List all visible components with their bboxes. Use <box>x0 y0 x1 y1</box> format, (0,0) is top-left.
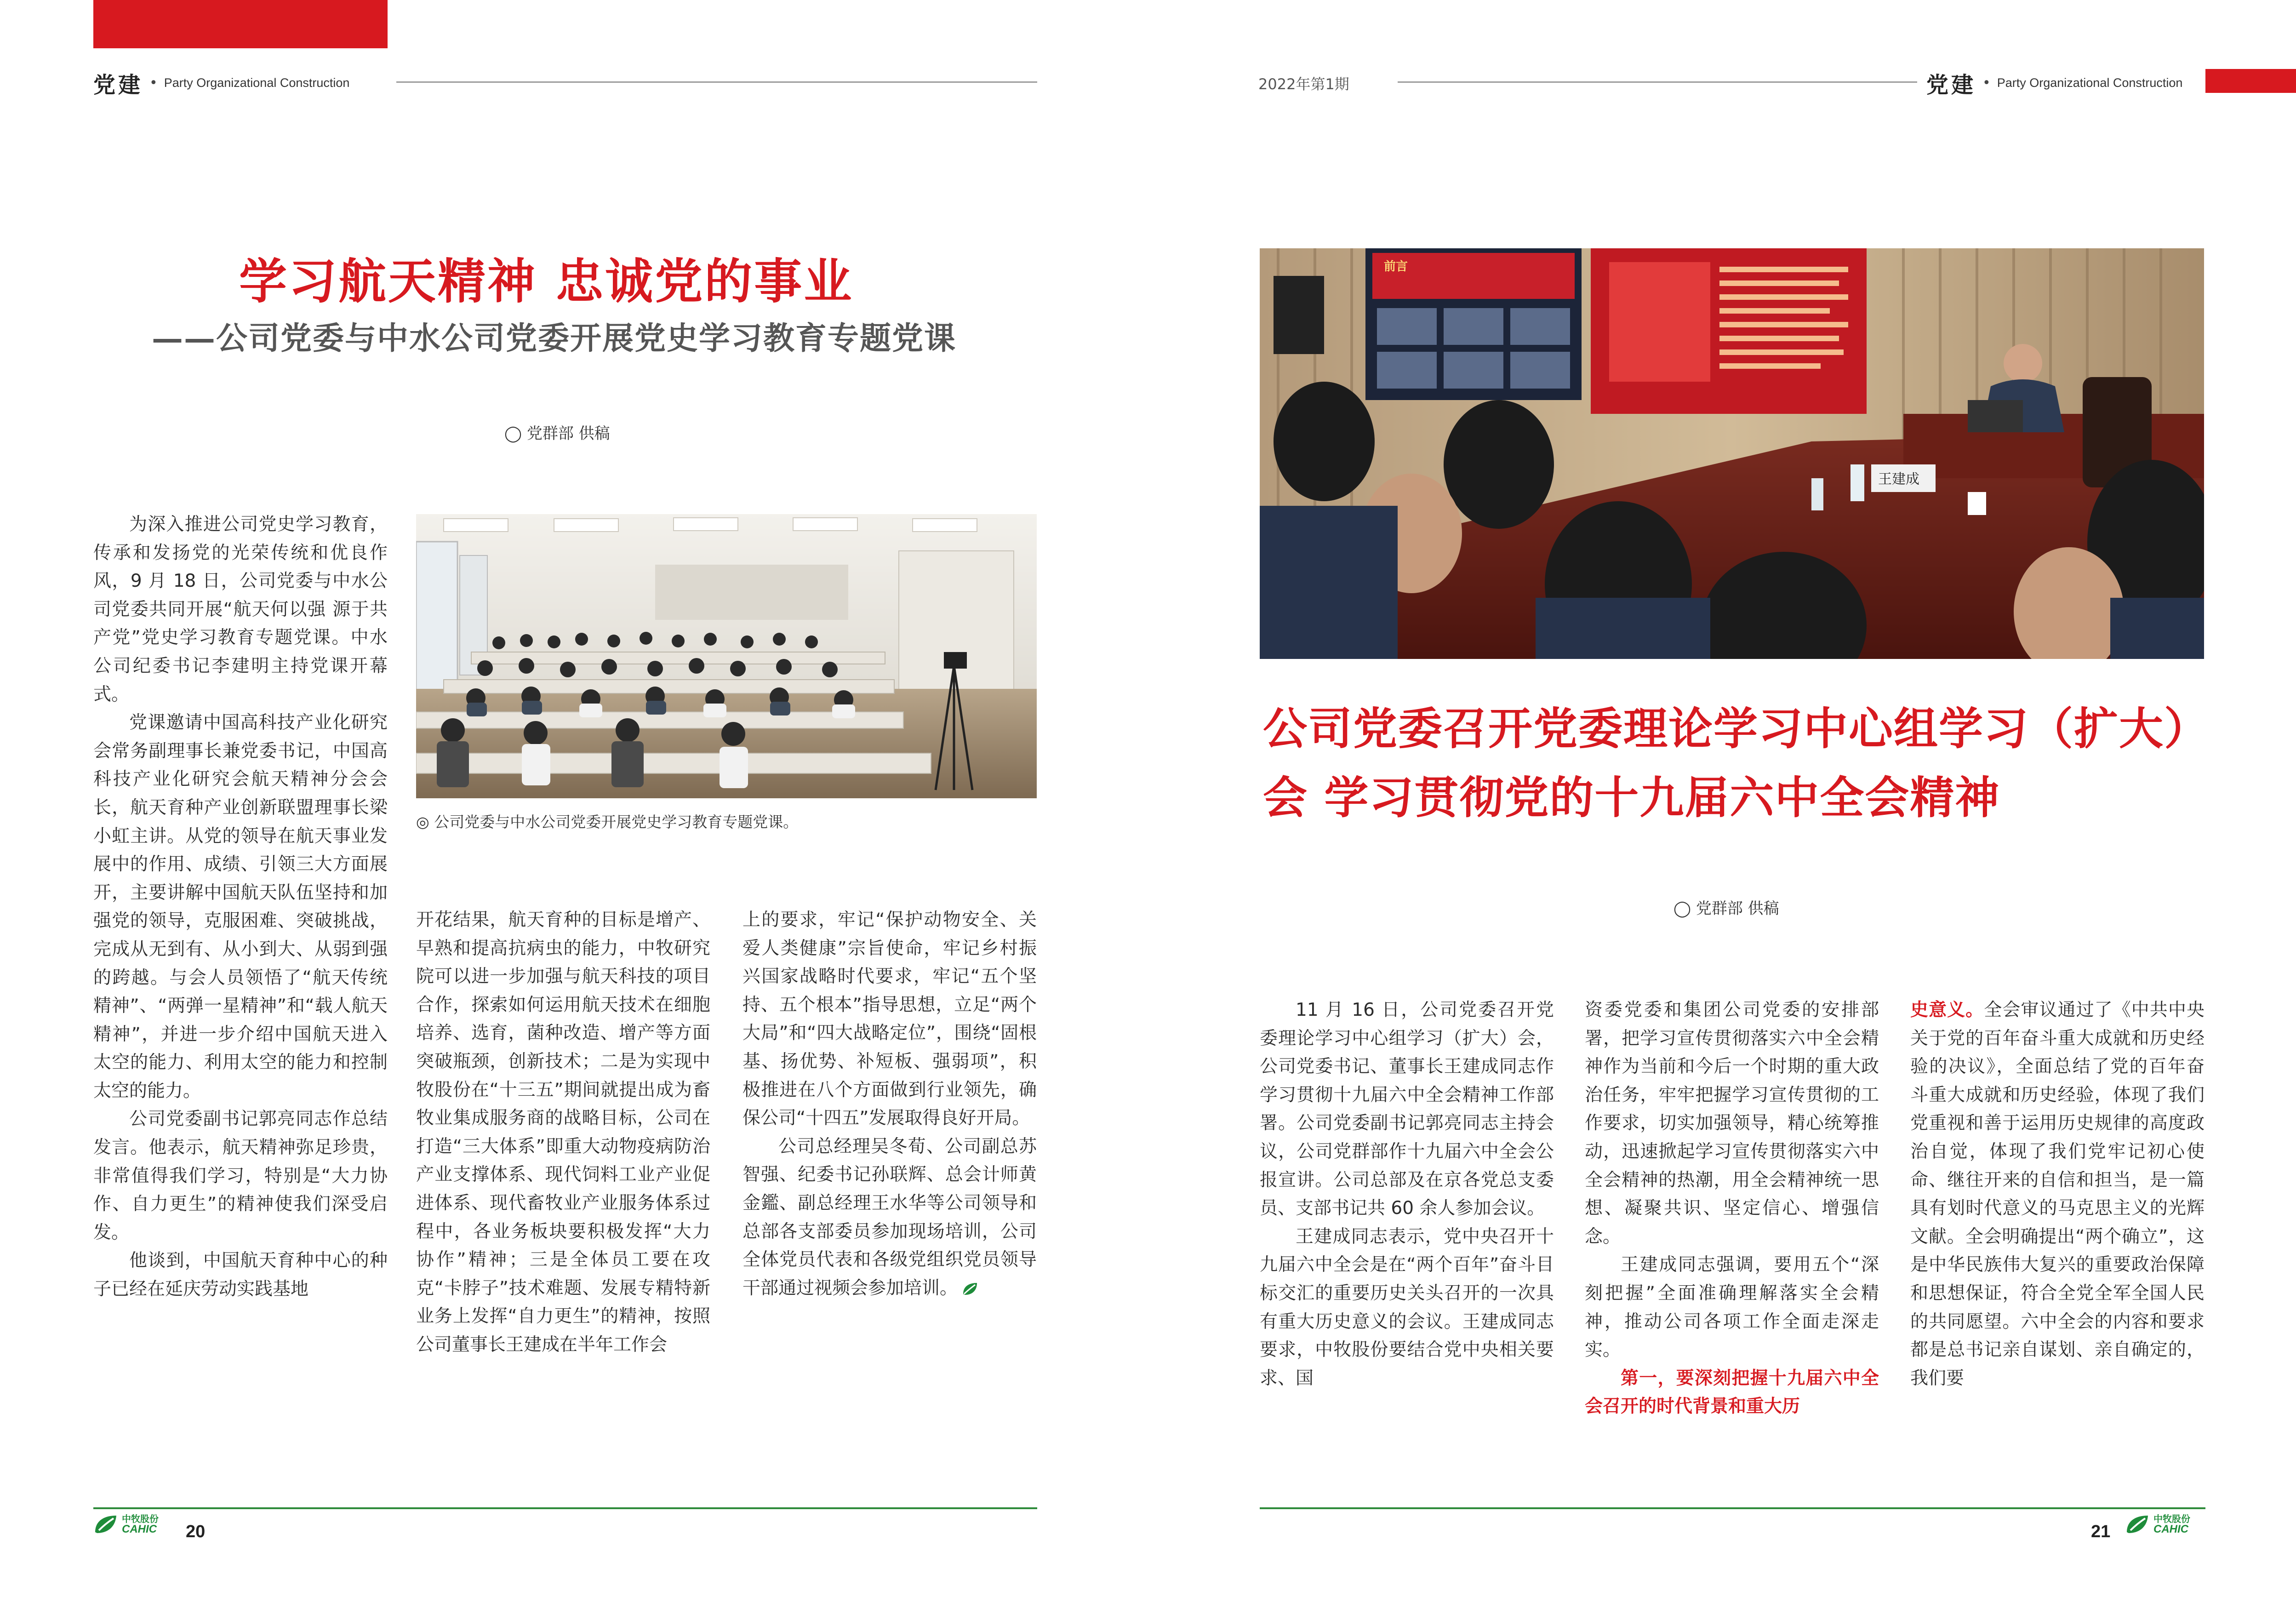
section-dot: • <box>1982 74 1991 91</box>
nameplate-text: 王建成 <box>1878 471 1919 487</box>
cahic-logo-icon <box>2125 1514 2150 1535</box>
article1-byline: ◯ 党群部 供稿 <box>504 424 610 443</box>
article1-column-3 <box>742 906 1037 1302</box>
article2-column-3 <box>1910 996 2205 1392</box>
header-red-block-left <box>93 0 388 48</box>
article2-column-2 <box>1585 996 1879 1421</box>
paragraph: 开花结果，航天育种的目标是增产、早熟和提高抗病虫的能力，中牧研究院可以进一步加强与航天科技的项目合作，探索如何运用航天技术在细胞培养、选育，菌种改造、增产等方面突破瓶颈，创新技术；二是为实现中牧股份在“十三五”期间就提出成为畜牧业集成服务商的战略目标，公司在打造“三大体系”即重大动物疫病防治产业支撑体系、现代饲料工业产业促进体系、现代畜牧业产业服务体系过程中，各业务板块要积极发挥“大力协作”精神；三是全体员工要在攻克“卡脖子”技术难题、发展专精特新业务上发挥“自力更生”的精神，按照公司董事长王建成在半年工作会 <box>416 910 710 1355</box>
cahic-logo-right <box>2125 1514 2190 1535</box>
header-right <box>1926 67 2182 99</box>
paragraph: 党课邀请中国高科技产业化研究会常务副理事长兼党委书记，中国高科技产业化研究会航天精神分会会长，航天育种产业创新联盟理事长梁小虹主讲。从党的领导在航天事业发展中的作用、成绩、引领三大方面展开，主要讲解中国航天队伍坚持和加强党的领导，克服困难、突破挑战，完成从无到有、从小到大、从弱到强的跨越。与会人员领悟了“航天传统精神”、“两弹一星精神”和“载人航天精神”，并进一步介绍中国航天进入太空的能力、利用太空的能力和控制太空的能力。 <box>93 712 388 1101</box>
section-title-en: Party Organizational Construction <box>1997 75 2183 90</box>
lecture-photo <box>416 514 1037 798</box>
paragraph-text: 公司总经理吴冬荀、公司副总苏智强、纪委书记孙联辉、总会计师黄金鑑、副总经理王水华等公司领导和总部各支部委员参加现场培训，公司全体党员代表和各级党组织党员领导干部通过视频会参加培训。 <box>742 1136 1037 1299</box>
footer-rule-left <box>93 1507 1037 1509</box>
paragraph <box>1910 996 2205 1392</box>
page-number-left: 20 <box>186 1522 206 1541</box>
paragraph: 11 月 16 日，公司党委召开党委理论学习中心组学习（扩大）会，公司党委书记、董事长王建成同志作学习贯彻十九届六中全会精神工作部署。公司党委副书记郭亮同志主持会议，公司党群部作十九届六中全会公报宣讲。公司总部及在京各党总支委员、支部书记共 60 余人参加会议。 <box>1260 1000 1554 1219</box>
leaf-end-icon <box>960 1281 980 1297</box>
section-dot: • <box>149 74 158 91</box>
article2-column-1 <box>1260 996 1554 1392</box>
cahic-logo-icon <box>93 1514 118 1535</box>
article1-title: 学习航天精神 忠诚党的事业 <box>239 253 854 309</box>
paragraph: 他谈到，中国航天育种中心的种子已经在延庆劳动实践基地 <box>93 1250 388 1300</box>
article1-column-1 <box>93 510 388 1304</box>
highlight-paragraph: 第一，要深刻把握十九届六中全会召开的时代背景和重大历 <box>1585 1368 1879 1417</box>
paragraph: 资委党委和集团公司党委的安排部署，把学习宣传贯彻落实六中全会精神作为当前和今后一个时期的重大政治任务，牢牢把握学习宣传贯彻的工作要求，切实加强领导，精心统筹推动，迅速掀起学习宣传贯彻落实六中全会精神的热潮，用全会精神统一思想、凝聚共识、坚定信心、增强信念。 <box>1585 1000 1879 1247</box>
paragraph: 公司党委副书记郭亮同志作总结发言。他表示，航天精神弥足珍贵，非常值得我们学习，特别是“大力协作、自力更生”的精神使我们深受启发。 <box>93 1109 388 1243</box>
article1-subtitle: ——公司党委与中水公司党委开展党史学习教育专题党课 <box>152 320 957 357</box>
paragraph: 上的要求，牢记“保护动物安全、关爱人类健康”宗旨使命，牢记乡村振兴国家战略时代要求，牢记“五个坚持、五个根本”指导思想，立足“两个大局”和“四大战略定位”，围绕“固根基、扬优势、补短板、强弱项”，积极推进在八个方面做到行业领先，确保公司“十四五”发展取得良好开局。 <box>742 910 1037 1129</box>
paragraph-text: 全会审议通过了《中共中央关于党的百年奋斗重大成就和历史经验的决议》，全面总结了党的百年奋斗重大成就和历史经验，体现了我们党重视和善于运用历史规律的高度政治自觉，体现了我们党牢记初心使命、继往开来的自信和担当，是一篇具有划时代意义的马克思主义的光辉文献。全会明确提出“两个确立”，这是中华民族伟大复兴的重要政治保障和思想保证，符合全党全军全国人民的共同愿望。六中全会的内容和要求都是总书记亲自谋划、亲自确定的，我们要 <box>1910 1000 2205 1389</box>
cahic-logo-left <box>93 1514 159 1535</box>
lecture-photo-caption: ◎ 公司党委与中水公司党委开展党史学习教育专题党课。 <box>416 813 799 831</box>
paragraph: 王建成同志强调，要用五个“深刻把握”全面准确理解落实全会精神，推动公司各项工作全面走深走实。 <box>1585 1254 1879 1361</box>
header-rule-left <box>396 81 1037 83</box>
header-left <box>93 67 349 99</box>
logo-text-cn: 中牧股份 <box>122 1513 159 1524</box>
header-red-block-right <box>2205 69 2296 93</box>
article2-byline: ◯ 党群部 供稿 <box>1673 899 1779 918</box>
conference-photo <box>1260 248 2204 659</box>
section-title-en: Party Organizational Construction <box>164 75 350 90</box>
paragraph <box>742 1133 1037 1303</box>
logo-text-en: CAHIC <box>122 1523 157 1535</box>
logo-text-cn: 中牧股份 <box>2153 1513 2190 1524</box>
highlight-text: 史意义。 <box>1910 1000 1984 1020</box>
logo-text-en: CAHIC <box>2153 1523 2188 1535</box>
article2-title: 公司党委召开党委理论学习中心组学习（扩大）会 学习贯彻党的十九届六中全会精神 <box>1263 703 2187 824</box>
section-title-cn: 党建 <box>1926 72 1976 98</box>
section-title-cn: 党建 <box>93 72 143 98</box>
page-number-right: 21 <box>2091 1522 2111 1541</box>
paragraph: 王建成同志表示，党中央召开十九届六中全会是在“两个百年”奋斗目标交汇的重要历史关头召开的一次具有重大历史意义的会议。王建成同志要求，中牧股份要结合党中央相关要求、国 <box>1260 1226 1554 1389</box>
article1-column-2 <box>416 906 710 1359</box>
header-rule-right <box>1398 81 1917 83</box>
footer-rule-right <box>1260 1507 2205 1509</box>
paragraph: 为深入推进公司党史学习教育，传承和发扬党的光荣传统和优良作风，9 月 18 日，公司党委与中水公司党委共同开展“航天何以强 源于共产党”党史学习教育专题党课。中水公司纪委书记李建明主持党课开幕式。 <box>93 514 388 705</box>
issue-label: 2022年第1期 <box>1258 75 1349 93</box>
screen-banner-text: 前言 <box>1384 260 1408 274</box>
